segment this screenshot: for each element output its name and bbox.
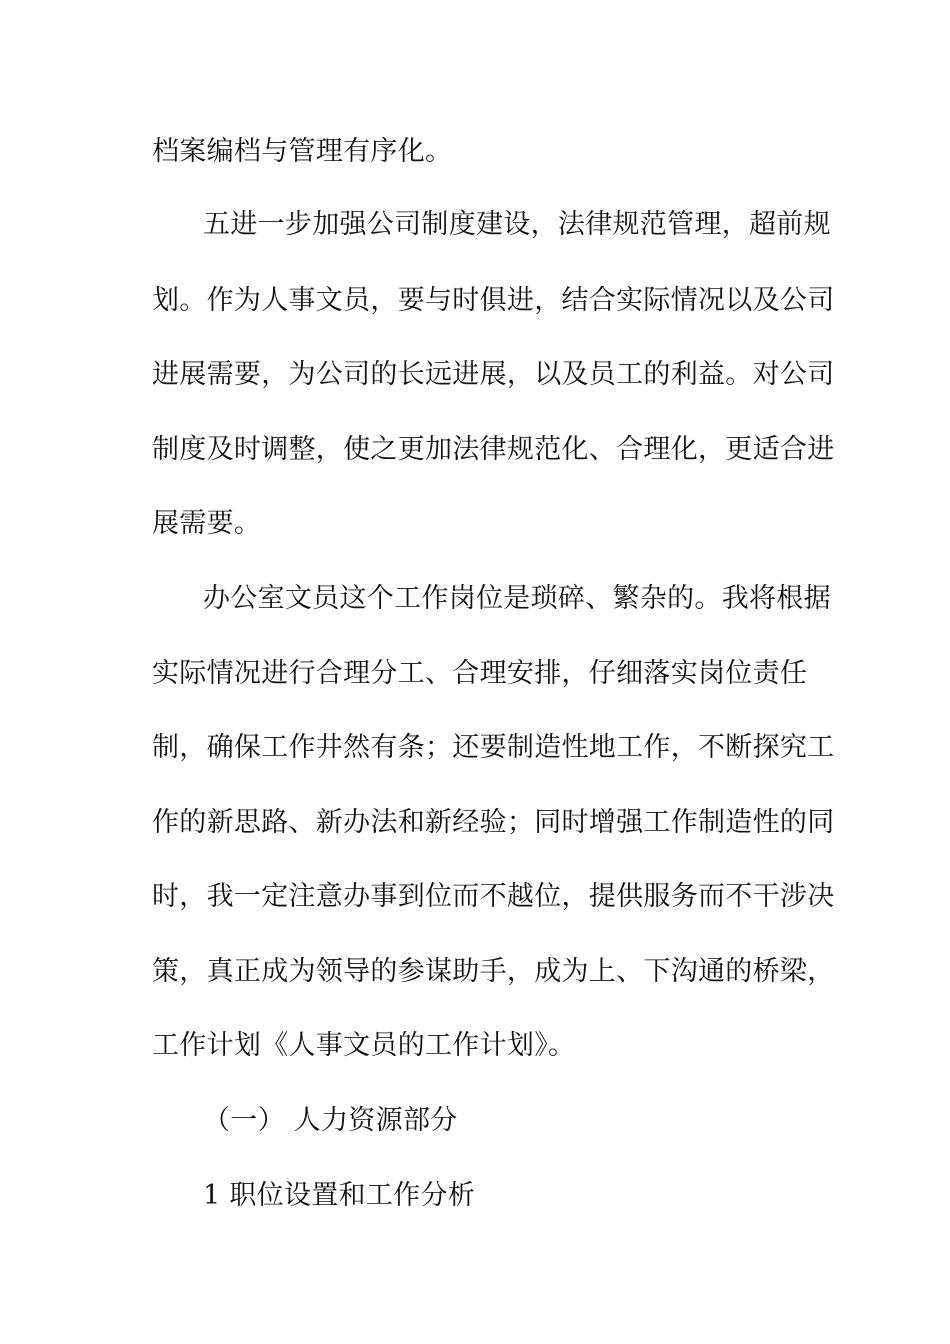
paragraph-line: 工作计划《人事文员的工作计划》。 <box>152 1030 576 1061</box>
paragraph-line: 办公室文员这个工作岗位是琐碎、繁杂的。我将根据 <box>203 583 831 614</box>
paragraph-line: 划。作为人事文员，要与时俱进，结合实际情况以及公司 <box>152 285 835 316</box>
paragraph-line: 展需要。 <box>152 508 262 539</box>
section-heading: （一） 人力资源部分 <box>203 1105 458 1136</box>
paragraph-line: 制度及时调整，使之更加法律规范化、合理化，更适合进 <box>152 434 835 465</box>
paragraph-line: 进展需要，为公司的长远进展，以及员工的利益。对公司 <box>152 359 835 390</box>
paragraph-line: 作的新思路、新办法和新经验；同时增强工作制造性的同 <box>152 807 835 838</box>
paragraph-line: 制，确保工作井然有条；还要制造性地工作，不断探究工 <box>152 732 835 763</box>
subsection-heading: 1 职位设置和工作分析 <box>203 1180 476 1211</box>
paragraph-line: 时，我一定注意办事到位而不越位，提供服务而不干涉决 <box>152 881 835 912</box>
paragraph-line: 策，真正成为领导的参谋助手，成为上、下沟通的桥梁， <box>152 956 835 987</box>
paragraph-line: 档案编档与管理有序化。 <box>152 136 453 167</box>
paragraph-line: 实际情况进行合理分工、合理安排，仔细落实岗位责任 <box>152 658 808 689</box>
paragraph-line: 五进一步加强公司制度建设，法律规范管理，超前规 <box>203 209 831 240</box>
